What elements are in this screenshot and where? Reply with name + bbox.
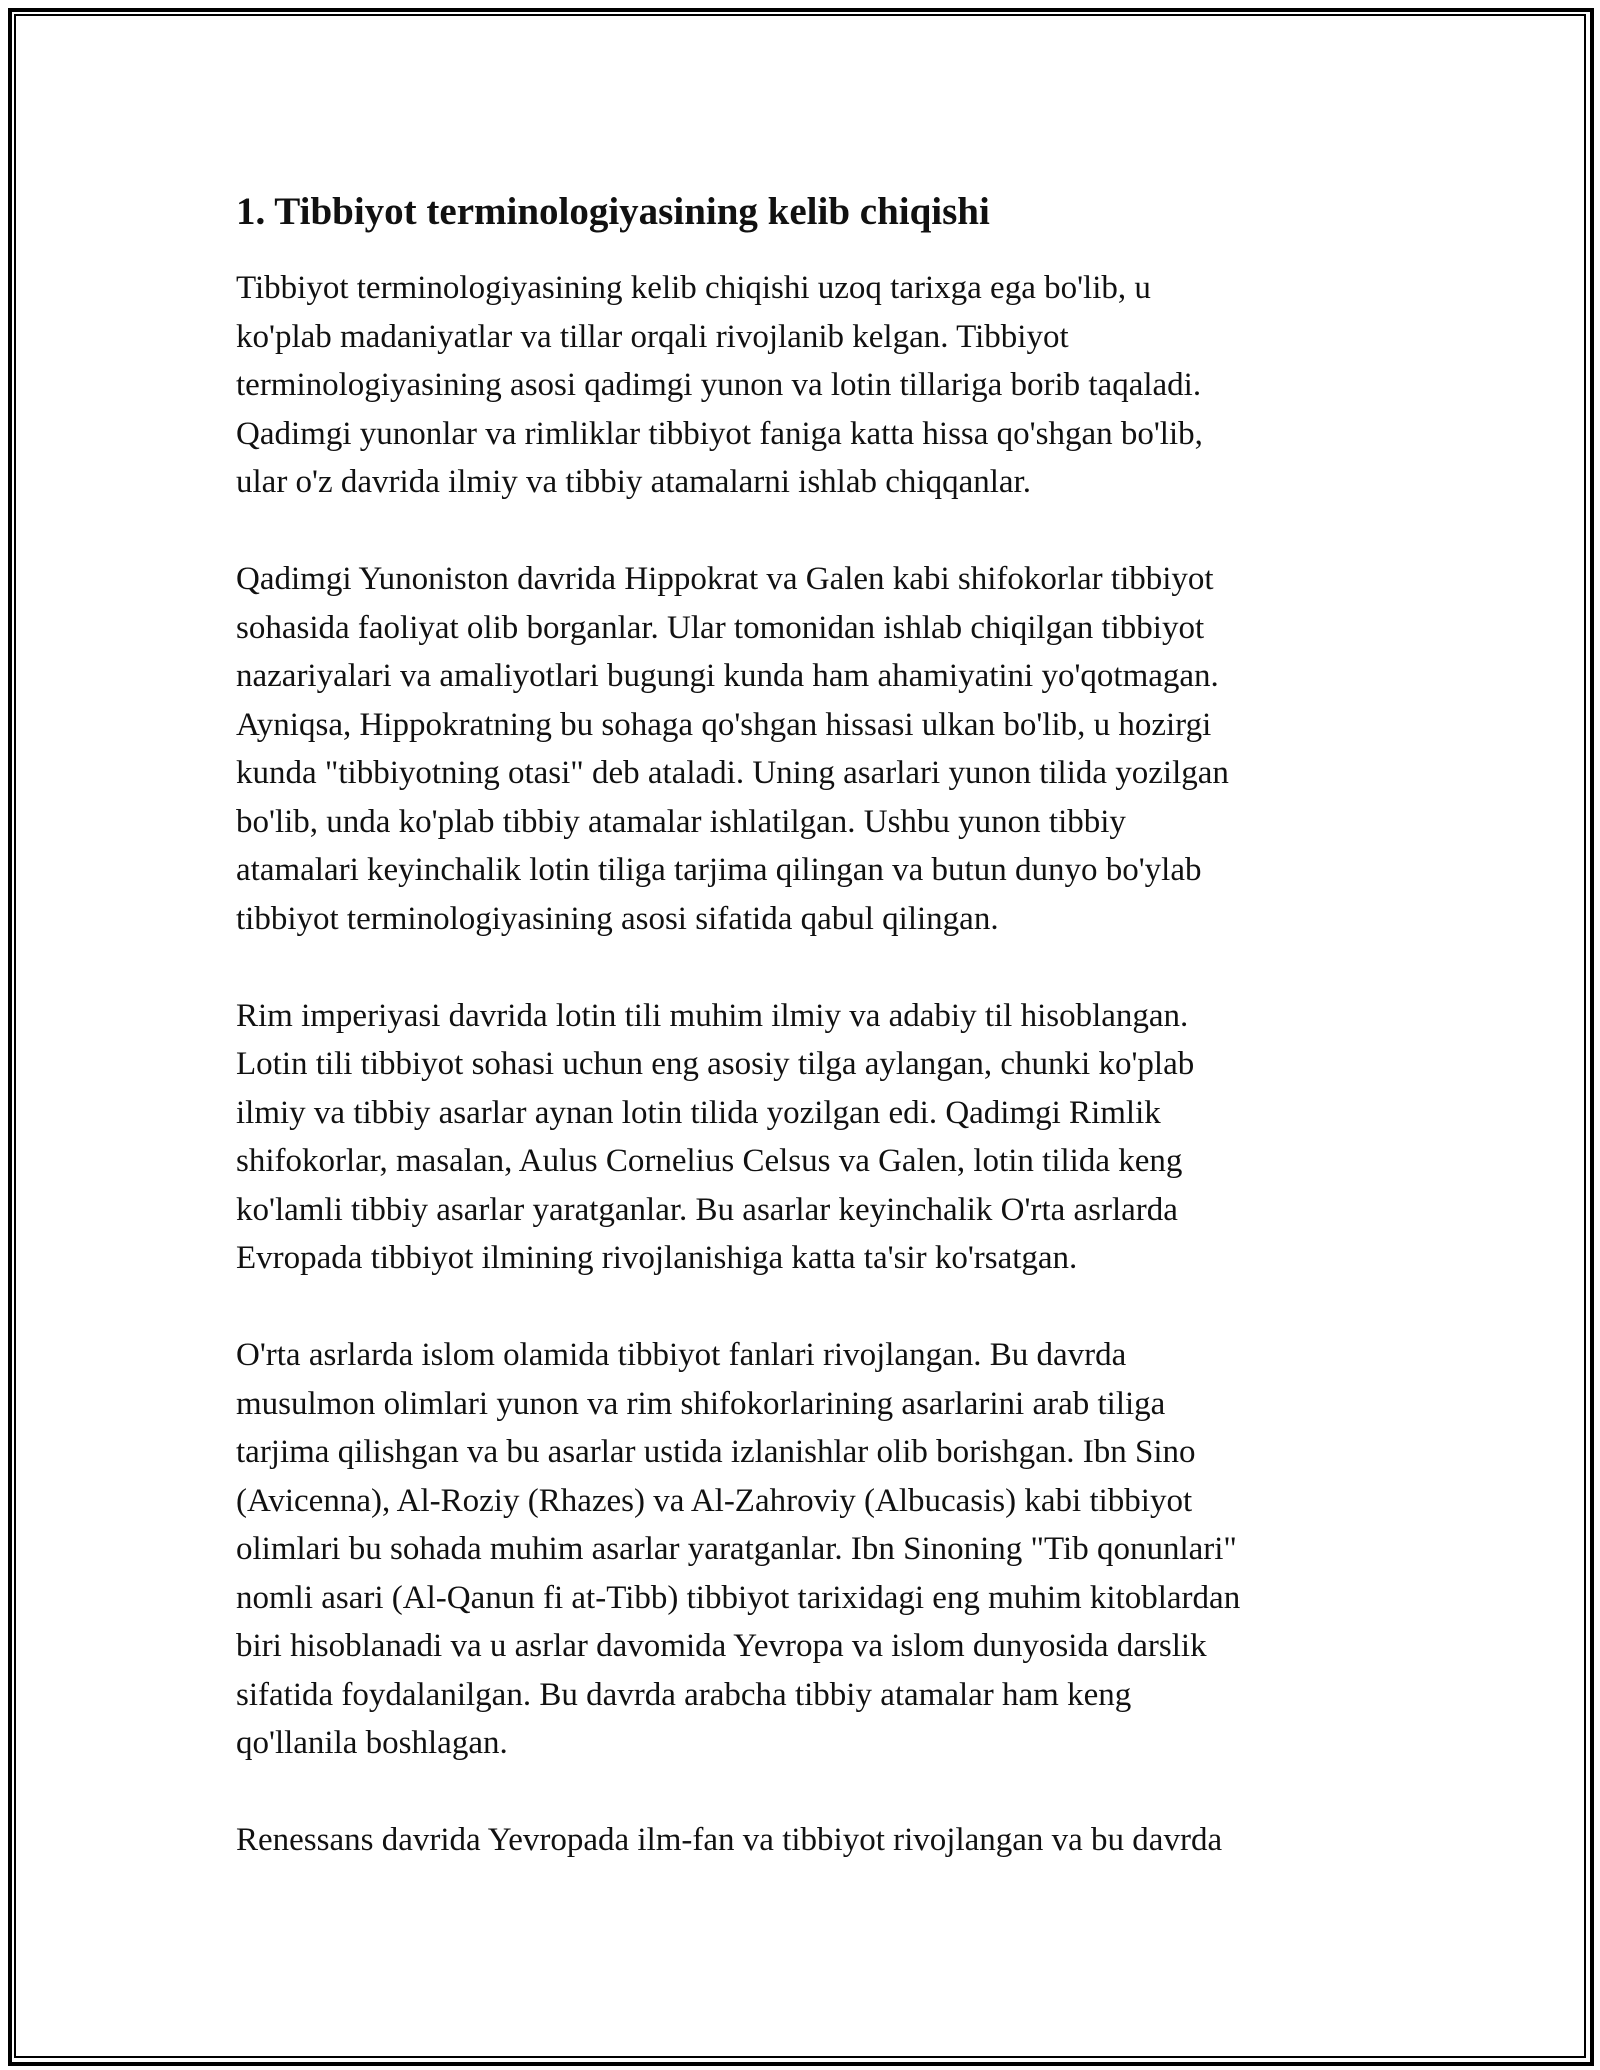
text-line: (Avicenna), Al-Roziy (Rhazes) va Al-Zahroviy (Albucasis) kabi tibbiyot xyxy=(236,1482,1193,1519)
text-line: tibbiyot terminologiyasining asosi sifatida qabul qilingan. xyxy=(236,900,999,937)
text-line: bo'lib, unda ko'plab tibbiy atamalar ishlatilgan. Ushbu yunon tibbiy xyxy=(236,803,1126,840)
text-line: sohasida faoliyat olib borganlar. Ular tomonidan ishlab chiqilgan tibbiyot xyxy=(236,609,1205,646)
text-line: nazariyalari va amaliyotlari bugungi kunda ham ahamiyatini yo'qotmagan. xyxy=(236,658,1219,694)
text-line: Qadimgi yunonlar va rimliklar tibbiyot faniga katta hissa qo'shgan bo'lib, xyxy=(236,415,1203,452)
text-line: ular o'z davrida ilmiy va tibbiy atamalarni ishlab chiqqanlar. xyxy=(236,464,1031,500)
text-line: terminologiyasining asosi qadimgi yunon va lotin tillariga borib taqaladi. xyxy=(236,367,1202,403)
text-line: Qadimgi Yunoniston davrida Hippokrat va Galen kabi shifokorlar tibbiyot xyxy=(236,561,1214,597)
text-line: atamalari keyinchalik lotin tiliga tarjima qilingan va butun dunyo bo'ylab xyxy=(236,852,1202,888)
document-body xyxy=(236,186,1366,1865)
paragraph-4 xyxy=(236,1331,1366,1768)
text-line: Tibbiyot terminologiyasining kelib chiqishi uzoq tarixga ega bo'lib, u xyxy=(236,270,1151,306)
text-line: ko'plab madaniyatlar va tillar orqali rivojlanib kelgan. Tibbiyot xyxy=(236,318,1069,355)
text-line: sifatida foydalanilgan. Bu davrda arabcha tibbiy atamalar ham keng xyxy=(236,1676,1132,1713)
text-line: Rim imperiyasi davrida lotin tili muhim ilmiy va adabiy til hisoblangan. xyxy=(236,997,1189,1034)
text-line: kunda "tibbiyotning otasi" deb ataladi. Uning asarlari yunon tilida yozilgan xyxy=(236,755,1229,791)
paragraph-5 xyxy=(236,1816,1366,1865)
text-line: biri hisoblanadi va u asrlar davomida Yevropa va islom dunyosida darslik xyxy=(236,1628,1207,1664)
text-line: Renessans davrida Yevropada ilm-fan va tibbiyot rivojlangan va bu davrda xyxy=(236,1822,1223,1858)
text-line: olimlari bu sohada muhim asarlar yaratganlar. Ibn Sinoning "Tib qonunlari" xyxy=(236,1531,1237,1567)
text-line: ko'lamli tibbiy asarlar yaratganlar. Bu asarlar keyinchalik O'rta asrlarda xyxy=(236,1191,1178,1228)
text-line: nomli asari (Al-Qanun fi at-Tibb) tibbiyot tarixidagi eng muhim kitoblardan xyxy=(236,1579,1241,1616)
text-line: tarjima qilishgan va bu asarlar ustida izlanishlar olib borishgan. Ibn Sino xyxy=(236,1434,1196,1470)
text-line: shifokorlar, masalan, Aulus Cornelius Celsus va Galen, lotin tilida keng xyxy=(236,1143,1183,1179)
paragraph-1 xyxy=(236,264,1366,507)
text-line: qo'llanila boshlagan. xyxy=(236,1725,508,1761)
paragraph-2 xyxy=(236,555,1366,943)
text-line: Evropada tibbiyot ilmining rivojlanishiga katta ta'sir ko'rsatgan. xyxy=(236,1240,1078,1276)
text-line: Ayniqsa, Hippokratning bu sohaga qo'shgan hissasi ulkan bo'lib, u hozirgi xyxy=(236,706,1212,743)
text-line: O'rta asrlarda islom olamida tibbiyot fanlari rivojlangan. Bu davrda xyxy=(236,1337,1127,1373)
text-line: Lotin tili tibbiyot sohasi uchun eng asosiy tilga aylangan, chunki ko'plab xyxy=(236,1046,1195,1082)
section-heading: 1. Tibbiyot terminologiyasining kelib chiqishi xyxy=(236,190,990,233)
paragraph-3 xyxy=(236,992,1366,1283)
text-line: musulmon olimlari yunon va rim shifokorlarining asarlarini arab tiliga xyxy=(236,1385,1166,1422)
text-line: ilmiy va tibbiy asarlar aynan lotin tilida yozilgan edi. Qadimgi Rimlik xyxy=(236,1094,1161,1131)
